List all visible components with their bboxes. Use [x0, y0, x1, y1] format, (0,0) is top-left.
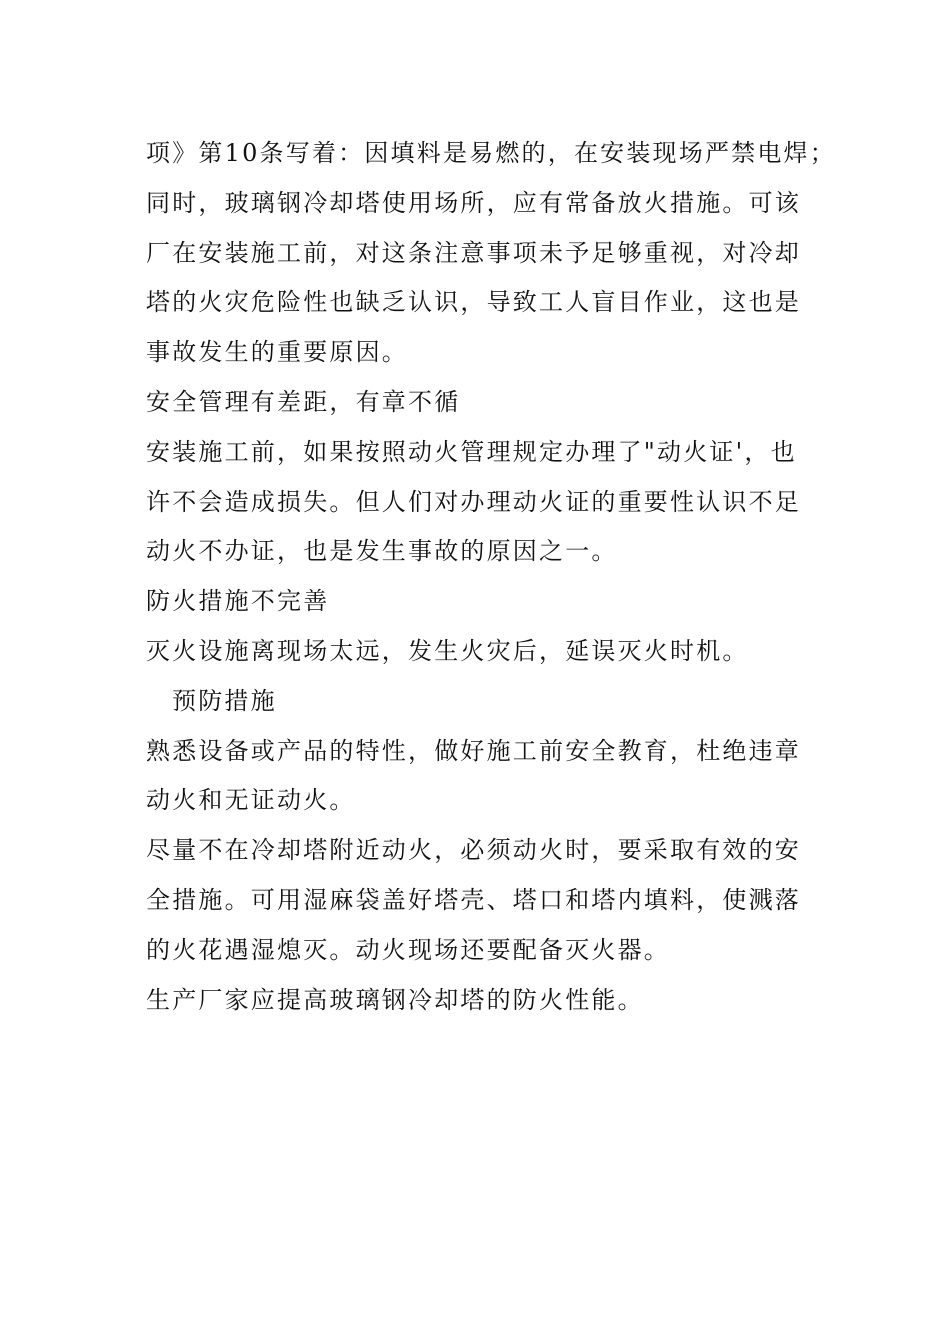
paragraph-line: 灭火设施离现场太远，发生火灾后，延误灭火时机。: [146, 636, 749, 665]
paragraph-line: 塔的火灾危险性也缺乏认识，导致工人盲目作业，这也是: [146, 288, 801, 317]
paragraph-line: 同时，玻璃钢冷却塔使用场所，应有常备放火措施。可该: [146, 188, 801, 217]
document-body: [146, 129, 836, 1025]
paragraph-line: 许不会造成损失。但人们对办理动火证的重要性认识不足: [146, 487, 801, 516]
paragraph-line: 熟悉设备或产品的特性，做好施工前安全教育，杜绝违章: [146, 736, 801, 765]
paragraph-line: 生产厂家应提高玻璃钢冷却塔的防火性能。: [146, 985, 644, 1014]
paragraph-line: 安装施工前，如果按照动火管理规定办理了"动火证'，也: [146, 437, 797, 466]
paragraph-line: 动火不办证，也是发生事故的原因之一。: [146, 537, 618, 566]
paragraph-line: 厂在安装施工前，对这条注意事项未予足够重视，对冷却: [146, 238, 801, 267]
section-heading: 防火措施不完善: [146, 587, 330, 616]
paragraph-line: 项》第10条写着：因填料是易燃的，在安装现场严禁电焊；: [146, 139, 836, 167]
paragraph-line: 事故发生的重要原因。: [146, 338, 408, 367]
paragraph-line: 的火花遇湿熄灭。动火现场还要配备灭火器。: [146, 935, 670, 964]
paragraph-line: 全措施。可用湿麻袋盖好塔壳、塔口和塔内填料，使溅落: [146, 885, 801, 914]
section-heading: 安全管理有差距，有章不循: [146, 387, 461, 416]
section-heading: 预防措施: [172, 686, 277, 715]
paragraph-line: 尽量不在冷却塔附近动火，必须动火时，要采取有效的安: [146, 836, 801, 865]
paragraph-line: 动火和无证动火。: [146, 786, 356, 815]
